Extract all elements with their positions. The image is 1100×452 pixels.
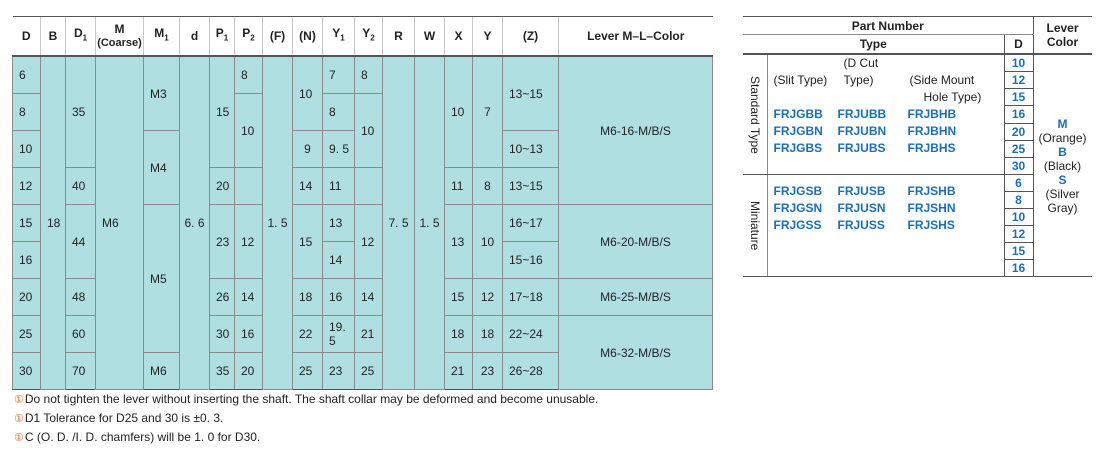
header-p2: $P_2$ — [235, 17, 263, 57]
cell-m1: M6 — [144, 353, 180, 390]
header-y2: $Y_2$ — [355, 17, 383, 57]
cell-lever: M6-20-M/B/S — [559, 205, 713, 279]
miniature-models: FRJGSB FRJUSB FRJSHB FRJGSN FRJUSN FRJSHN FRJGSS FRJUSS FRJSHS — [767, 175, 1004, 277]
cell-d: 30 — [13, 353, 41, 390]
cell-z: 13~15 — [503, 56, 559, 131]
cell-y2: 25 — [355, 353, 383, 390]
d-value: 20 — [1004, 123, 1033, 140]
cell-y: 8 — [473, 168, 503, 205]
cell-x: 15 — [445, 279, 473, 316]
d-value: 15 — [1004, 243, 1033, 260]
note-3: ①C (O. D. /I. D. chamfers) will be 1. 0 for D30. — [14, 430, 261, 444]
header-b: B — [41, 17, 66, 57]
d-value: 10 — [1004, 209, 1033, 226]
cell-z: 13~15 — [503, 168, 559, 205]
d-value: 30 — [1004, 157, 1033, 174]
d-value: 10 — [1004, 54, 1033, 72]
header-row — [13, 17, 713, 57]
cell-y1: 19. 5 — [323, 316, 355, 353]
part-number-table — [743, 16, 1092, 277]
lever-color-heading: Lever Color — [1033, 17, 1092, 55]
cell-y1: 23 — [323, 353, 355, 390]
cell-n: 15 — [293, 205, 323, 279]
cell-d1: 60 — [66, 316, 96, 353]
notes — [14, 390, 598, 447]
note-marker-icon: ① — [14, 394, 24, 406]
cell-n: 22 — [293, 316, 323, 353]
header-n: (N) — [293, 17, 323, 57]
cell-m: M6 — [96, 56, 144, 390]
cell-small-d: 6. 6 — [180, 56, 210, 390]
cell-d: 10 — [13, 131, 41, 168]
d-heading: D — [1004, 35, 1033, 55]
cell-x: 21 — [445, 353, 473, 390]
note-marker-icon: ① — [14, 413, 24, 425]
d-value: 12 — [1004, 72, 1033, 89]
cell-y: 10 — [473, 205, 503, 279]
table-row — [13, 56, 713, 94]
cell-z: 16~17 — [503, 205, 559, 242]
cell-d: 20 — [13, 279, 41, 316]
cell-z: 15~16 — [503, 242, 559, 279]
d-value: 16 — [1004, 106, 1033, 123]
cell-p1: 35 — [210, 353, 235, 390]
cell-p2: 14 — [235, 279, 263, 316]
cell-y2: 8 — [355, 56, 383, 94]
cell-p2: 8 — [235, 56, 263, 94]
cell-d1: 35 — [66, 56, 96, 168]
cell-f: 1. 5 — [263, 56, 293, 390]
cell-m1: M4 — [144, 131, 180, 205]
cell-y1: 9. 5 — [323, 131, 355, 168]
d-value: 12 — [1004, 226, 1033, 243]
note-marker-icon: ① — [14, 432, 24, 444]
header-w: W — [415, 17, 445, 57]
cell-p2: 10 — [235, 94, 263, 168]
cell-x: 10 — [445, 56, 473, 168]
cell-w: 1. 5 — [415, 56, 445, 390]
miniature-label: Miniature — [743, 175, 767, 277]
cell-y2: 21 — [355, 316, 383, 353]
cell-y: 18 — [473, 316, 503, 353]
cell-b: 18 — [41, 56, 66, 390]
cell-x: 13 — [445, 205, 473, 279]
header-p1: $P_1$ — [210, 17, 235, 57]
cell-x: 11 — [445, 168, 473, 205]
cell-n: 18 — [293, 279, 323, 316]
standard-models: (Slit Type)(D Cut Type) (Side Mount Hole Type) FRJGBB FRJUBB FRJBHB FRJGBN FRJUBN FRJBHN FRJGBS FRJUBS FRJBHS — [767, 54, 1004, 175]
cell-y1: 8 — [323, 94, 355, 131]
cell-z: 26~28 — [503, 353, 559, 390]
cell-p2: 20 — [235, 353, 263, 390]
d-value: 8 — [1004, 192, 1033, 209]
cell-d: 12 — [13, 168, 41, 205]
cell-m1: M3 — [144, 56, 180, 131]
type-heading: Type — [743, 35, 1004, 55]
header-small-d: d — [180, 17, 210, 57]
cell-d1: 40 — [66, 168, 96, 205]
cell-p1: 15 — [210, 56, 235, 168]
cell-y1: 11 — [323, 168, 355, 205]
header-x: X — [445, 17, 473, 57]
cell-d: 8 — [13, 94, 41, 131]
note-1: ①Do not tighten the lever without inserting the shaft. The shaft collar may be deformed and become unusable. — [14, 392, 599, 406]
cell-y1: 16 — [323, 279, 355, 316]
cell-p1: 30 — [210, 316, 235, 353]
cell-p2: 16 — [235, 316, 263, 353]
cell-y1: 7 — [323, 56, 355, 94]
cell-d: 25 — [13, 316, 41, 353]
cell-z: 22~24 — [503, 316, 559, 353]
cell-p2: 12 — [235, 205, 263, 279]
cell-z: 17~18 — [503, 279, 559, 316]
header-r: R — [383, 17, 415, 57]
note-2: ①D1 Tolerance for D25 and 30 is ±0. 3. — [14, 411, 224, 425]
spec-table — [12, 16, 713, 390]
cell-d: 16 — [13, 242, 41, 279]
header-z: (Z) — [503, 17, 559, 57]
header-y1: $Y_1$ — [323, 17, 355, 57]
cell-r: 7. 5 — [383, 56, 415, 390]
d-value: 6 — [1004, 175, 1033, 192]
cell-m1: M5 — [144, 205, 180, 353]
cell-y1: 14 — [323, 242, 355, 279]
cell-p1: 26 — [210, 279, 235, 316]
header-d: D — [13, 17, 41, 57]
cell-d1: 70 — [66, 353, 96, 390]
cell-z: 10~13 — [503, 131, 559, 168]
cell-p1: 20 — [210, 168, 235, 205]
cell-y2 — [355, 168, 383, 205]
cell-n: 25 — [293, 353, 323, 390]
header-lever: Lever M–L–Color — [559, 17, 713, 57]
header-f: (F) — [263, 17, 293, 57]
cell-d: 15 — [13, 205, 41, 242]
cell-lever: M6-25-M/B/S — [559, 279, 713, 316]
header-y: Y — [473, 17, 503, 57]
cell-n: 10 — [293, 56, 323, 131]
cell-y: 7 — [473, 56, 503, 168]
standard-type-label: Standard Type — [743, 54, 767, 175]
cell-y: 23 — [473, 353, 503, 390]
cell-p1: 23 — [210, 205, 235, 279]
cell-d1: 48 — [66, 279, 96, 316]
header-d1: $D_1$ — [66, 17, 96, 57]
header-m: M (Coarse) — [96, 17, 144, 57]
cell-d: 6 — [13, 56, 41, 94]
cell-y2: 10 — [355, 94, 383, 168]
header-m1: $M_1$ — [144, 17, 180, 57]
cell-x: 18 — [445, 316, 473, 353]
d-value: 25 — [1004, 140, 1033, 157]
cell-p2 — [235, 168, 263, 205]
cell-y2: 14 — [355, 279, 383, 316]
cell-d1: 44 — [66, 205, 96, 279]
cell-y: 12 — [473, 279, 503, 316]
lever-color-values: M (Orange) B (Black) S (Silver Gray) — [1033, 54, 1092, 277]
cell-n: 14 — [293, 168, 323, 205]
d-value: 16 — [1004, 260, 1033, 277]
d-value: 15 — [1004, 89, 1033, 106]
cell-y2: 12 — [355, 205, 383, 279]
cell-lever: M6-32-M/B/S — [559, 316, 713, 390]
part-number-heading: Part Number — [743, 17, 1033, 35]
cell-lever: M6-16-M/B/S — [559, 56, 713, 205]
cell-n: 9 — [293, 131, 323, 168]
cell-y1: 13 — [323, 205, 355, 242]
